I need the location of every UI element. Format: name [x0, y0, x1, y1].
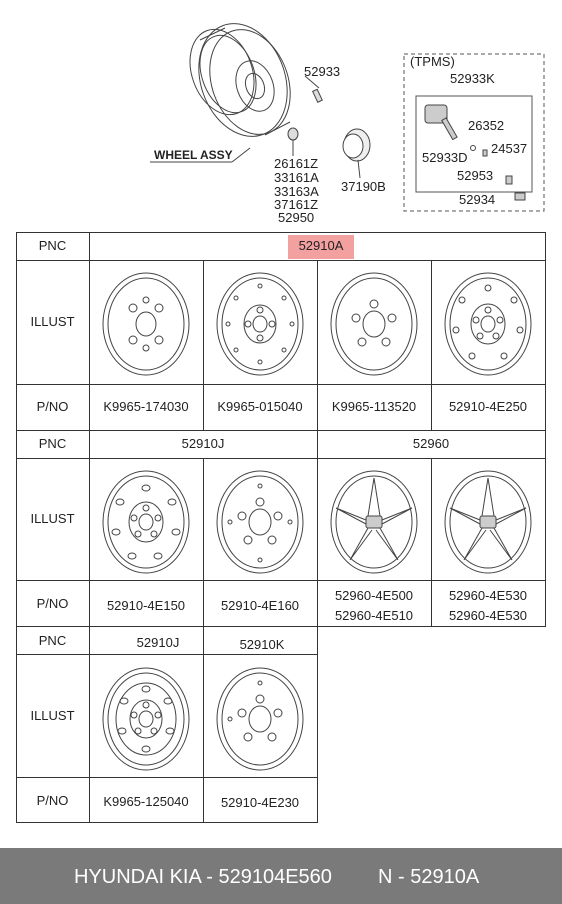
t1-pnc-value: 52910A	[298, 238, 344, 253]
wheel-cover-illust-1	[328, 468, 420, 578]
footer-brand: HYUNDAI KIA - 529104E560	[74, 866, 332, 888]
label-26161Z: 26161Z	[274, 156, 319, 171]
label-wheel-assy: WHEEL ASSY	[154, 148, 233, 162]
wheel-cover-illust-2	[442, 468, 534, 578]
t2-pnc-a: 52910J	[181, 436, 225, 451]
t2-pno-4a: 52960-4E530	[448, 588, 528, 603]
label-52950: 52950	[278, 210, 315, 225]
t2-pno-1: 52910-4E150	[106, 598, 186, 613]
label-26352: 26352	[468, 118, 505, 133]
t2-pnc-b: 52960	[412, 436, 450, 451]
t3-pnc-b: 52910K	[239, 637, 285, 652]
t1-illust-label: ILLUST	[30, 314, 75, 329]
label-52933D: 52933D	[422, 150, 468, 165]
label-52953: 52953	[457, 168, 494, 183]
wheel-illust-1	[100, 270, 192, 380]
label-52933K: 52933K	[450, 71, 495, 86]
label-33163A: 33163A	[274, 184, 319, 199]
t1-pnc-label: PNC	[38, 238, 67, 253]
label-37161Z: 37161Z	[274, 197, 319, 212]
wheel-illust-8	[214, 665, 306, 775]
t1-pno-label: P/NO	[36, 399, 69, 414]
wheel-illust-7	[100, 665, 192, 775]
t3-illust-label: ILLUST	[30, 708, 75, 723]
label-52933: 52933	[304, 64, 341, 79]
t3-pno-label: P/NO	[36, 793, 69, 808]
footer-ref: N - 52910A	[378, 866, 480, 888]
t3-pno-1: K9965-125040	[103, 794, 189, 809]
wheel-illust-5	[100, 468, 192, 578]
t2-illust-label: ILLUST	[30, 511, 75, 526]
label-tpms: (TPMS)	[410, 54, 455, 69]
t1-pno-4: 52910-4E250	[448, 399, 528, 414]
wheel-illust-6	[214, 468, 306, 578]
t3-pno-2: 52910-4E230	[220, 795, 300, 810]
t3-pnc-a: 52910J	[136, 635, 180, 650]
label-37190B: 37190B	[341, 179, 386, 194]
t1-pno-1: K9965-174030	[103, 399, 189, 414]
t2-pno-2: 52910-4E160	[220, 598, 300, 613]
t2-pno-3b: 52960-4E510	[334, 608, 414, 623]
label-33161A: 33161A	[274, 170, 319, 185]
t2-pno-3a: 52960-4E500	[334, 588, 414, 603]
t1-pno-2: K9965-015040	[217, 399, 303, 414]
t2-pno-label: P/NO	[36, 596, 69, 611]
label-24537: 24537	[491, 141, 528, 156]
wheel-illust-3	[328, 270, 420, 380]
t2-pnc-label: PNC	[38, 436, 67, 451]
wheel-illust-2	[214, 270, 306, 380]
t1-pno-3: K9965-113520	[331, 399, 417, 414]
label-52934: 52934	[459, 192, 496, 207]
footer-bar	[0, 848, 562, 904]
t3-pnc-label: PNC	[38, 633, 67, 648]
wheel-illust-4	[442, 270, 534, 380]
t2-pno-4b: 52960-4E530	[448, 608, 528, 623]
